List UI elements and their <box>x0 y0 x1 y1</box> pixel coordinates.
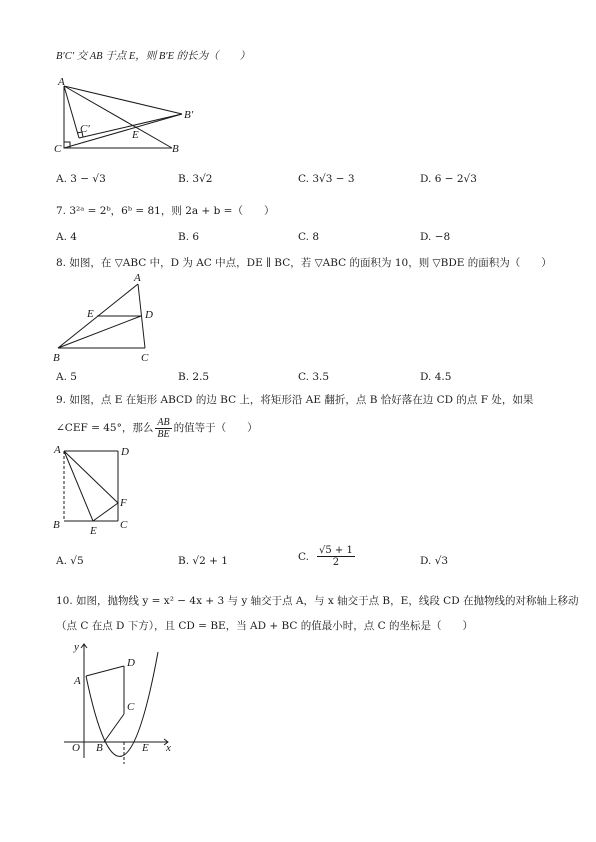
q6-option-a[interactable]: A. 3 − √3 <box>56 173 106 185</box>
q8-stem: 8. 如图，在 ▽ABC 中，D 为 AC 中点，DE ∥ BC，若 ▽ABC 的面积为 10，则 ▽BDE 的面积为（ ） <box>56 257 552 269</box>
q9-label-d: D <box>121 446 129 458</box>
q6-option-b[interactable]: B. 3√2 <box>178 173 213 185</box>
q8-option-d[interactable]: D. 4.5 <box>420 371 452 383</box>
q10-label-b: B <box>96 742 103 754</box>
q9-label-a: A <box>54 444 61 456</box>
q8-label-d: D <box>145 309 153 321</box>
q9-label-b: B <box>53 519 60 531</box>
q7-option-a[interactable]: A. 4 <box>56 231 77 243</box>
q6-label-b: B <box>172 143 179 154</box>
q10-label-d: D <box>127 657 135 669</box>
q9-label-c: C <box>120 519 128 531</box>
q10-label-c: C <box>127 701 135 713</box>
q9-label-f: F <box>120 497 127 509</box>
q6-option-d[interactable]: D. 6 − 2√3 <box>420 173 477 185</box>
q10-label-o: O <box>72 742 80 754</box>
q7-stem: 7. 3²ᵃ = 2ᵇ，6ᵇ = 81，则 2a + b =（ ） <box>56 205 275 217</box>
q10-label-e: E <box>142 742 149 754</box>
q9-figure <box>50 443 135 536</box>
q9-option-c-fraction <box>317 545 355 568</box>
q9-label-e: E <box>90 525 97 536</box>
q8-label-a: A <box>134 272 141 284</box>
q9-fraction <box>155 417 171 440</box>
q8-label-b: B <box>53 352 60 364</box>
q9-option-c-label: C. <box>298 550 309 563</box>
q8-option-b[interactable]: B. 2.5 <box>178 371 210 383</box>
q9-option-d[interactable]: D. √3 <box>420 555 449 567</box>
q8-option-c[interactable]: C. 3.5 <box>298 371 330 383</box>
q10-stem-line1: 10. 如图，抛物线 y = x² − 4x + 3 与 y 轴交于点 A，与 x 轴交于点 B，E，线段 CD 在抛物线的对称轴上移动 <box>56 595 579 607</box>
q8-figure <box>50 270 165 364</box>
q6-option-c[interactable]: C. 3√3 − 3 <box>298 173 355 185</box>
q9-stem-line1: 9. 如图，点 E 在矩形 ABCD 的边 BC 上，将矩形沿 AE 翻折，点 B 恰好落在边 CD 的点 F 处，如果 <box>56 394 534 406</box>
q6-label-b1: B′ <box>184 109 194 121</box>
q6-label-a: A <box>58 76 65 88</box>
q9-stem-post: 的值等于（ ） <box>173 422 258 434</box>
q9-option-c-den: 2 <box>332 557 340 568</box>
parabola <box>86 652 158 756</box>
q10-label-a: A <box>74 675 81 687</box>
q6-label-c1: C′ <box>80 123 90 135</box>
q8-option-a[interactable]: A. 5 <box>56 371 77 383</box>
q6-stem: B′C′ 交 AB 于点 E，则 B′E 的长为（ ） <box>56 51 251 62</box>
q7-option-b[interactable]: B. 6 <box>178 231 200 243</box>
segment-bc <box>104 714 124 742</box>
q6-label-c: C <box>54 143 62 154</box>
q10-label-x: x <box>166 742 171 754</box>
q6-figure <box>52 76 202 154</box>
q9-stem-pre: ∠CEF = 45°，那么 <box>56 422 154 434</box>
q9-option-c[interactable] <box>298 545 355 568</box>
q9-frac-den: BE <box>157 428 170 440</box>
q9-frac-num: AB <box>157 416 170 428</box>
q10-label-y: y <box>74 641 79 653</box>
q9-option-c-num: √5 + 1 <box>319 545 353 556</box>
q8-label-e: E <box>87 308 94 320</box>
q8-label-c: C <box>141 352 149 364</box>
q10-stem-line2: （点 C 在点 D 下方），且 CD = BE，当 AD + BC 的值最小时，点 C 的坐标是（ ） <box>56 620 473 632</box>
q9-option-a[interactable]: A. √5 <box>56 555 84 567</box>
q7-option-c[interactable]: C. 8 <box>298 231 320 243</box>
q7-option-d[interactable]: D. −8 <box>420 231 451 243</box>
segment-ad <box>86 666 124 676</box>
q9-stem-line2 <box>56 414 258 442</box>
q10-figure <box>56 638 180 766</box>
q9-option-b[interactable]: B. √2 + 1 <box>178 555 228 567</box>
q6-label-e: E <box>132 129 139 141</box>
